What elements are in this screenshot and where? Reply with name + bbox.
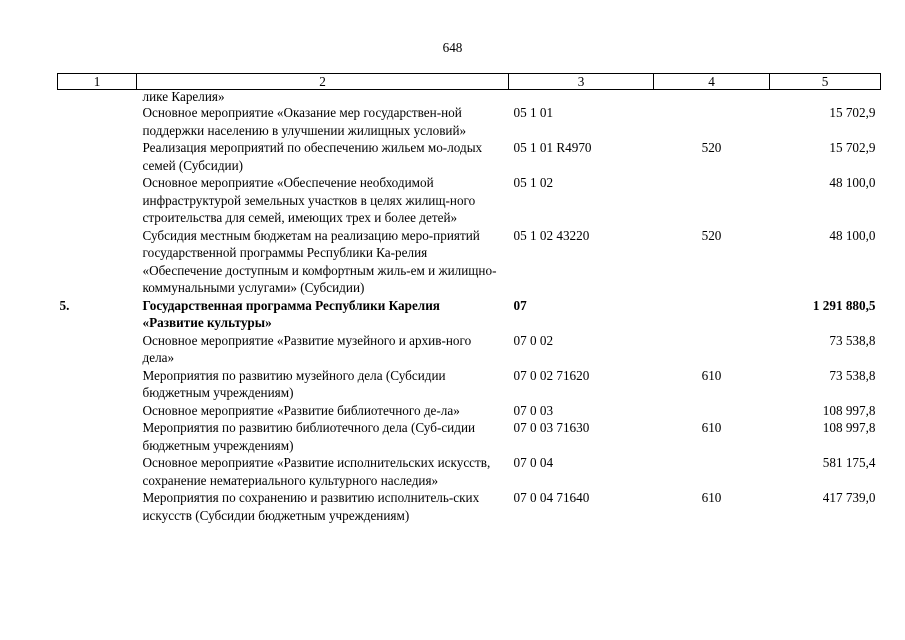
target-code-cell: 07 xyxy=(513,297,527,313)
item-name-cell: Мероприятия по развитию библиотечного дела (Суб-сидии бюджетным учреждениям) xyxy=(142,420,476,453)
expense-type-cell: 520 xyxy=(701,140,722,155)
target-code-cell: 07 0 03 71630 xyxy=(513,420,590,435)
amount-cell: 73 538,8 xyxy=(829,332,876,348)
expense-type-cell xyxy=(654,90,770,105)
amount-cell: 417 739,0 xyxy=(822,490,876,505)
table-header-row xyxy=(58,74,881,90)
target-code-cell: 07 0 02 71620 xyxy=(513,367,590,383)
row-number-cell xyxy=(58,174,137,227)
expense-type-cell: 610 xyxy=(701,367,722,383)
table-row xyxy=(58,104,881,139)
amount-cell: 15 702,9 xyxy=(829,140,876,155)
amount-cell: 108 997,8 xyxy=(822,420,876,435)
target-code-cell: 07 0 04 xyxy=(513,455,554,470)
table-row xyxy=(58,367,881,402)
table-row xyxy=(58,139,881,174)
row-number-cell: 5. xyxy=(59,297,70,313)
amount-cell: 581 175,4 xyxy=(822,455,876,470)
table-row xyxy=(58,454,881,489)
target-code-cell: 05 1 02 xyxy=(513,175,554,190)
amount-cell: 1 291 880,5 xyxy=(812,297,876,313)
expense-type-cell xyxy=(654,454,770,489)
item-name-cell: Государственная программа Республики Карелия «Развитие культуры» xyxy=(142,297,440,330)
expense-type-cell: 610 xyxy=(701,490,722,505)
table-row xyxy=(58,90,881,105)
row-number-cell xyxy=(58,227,137,297)
table-row xyxy=(58,489,881,524)
expense-type-cell xyxy=(654,174,770,227)
item-name-cell: Основное мероприятие «Развитие библиотечного де-ла» xyxy=(142,402,460,418)
expense-type-cell xyxy=(654,332,770,367)
item-name-cell: Реализация мероприятий по обеспечению жильем мо-лодых семей (Субсидии) xyxy=(142,140,483,173)
expense-type-cell: 610 xyxy=(701,420,722,435)
row-number-cell xyxy=(58,332,137,367)
column-header-5: 5 xyxy=(770,74,881,90)
column-header-4: 4 xyxy=(654,74,770,90)
amount-cell: 73 538,8 xyxy=(829,367,876,383)
amount-cell: 48 100,0 xyxy=(829,227,876,243)
row-number-cell xyxy=(58,90,137,105)
row-number-cell xyxy=(58,454,137,489)
column-header-2: 2 xyxy=(137,74,509,90)
column-header-3: 3 xyxy=(509,74,654,90)
amount-cell: 15 702,9 xyxy=(829,105,876,120)
item-name-cell: Основное мероприятие «Оказание мер государствен-ной поддержки населению в улучшении жилищных условий» xyxy=(142,105,467,138)
item-name-cell: Основное мероприятие «Обеспечение необходимой инфраструктурой земельных участков в целях жилищ-ного строительства для семей, имеющих трех и более детей» xyxy=(142,175,476,225)
target-code-cell: 05 1 01 R4970 xyxy=(513,140,592,155)
expense-type-cell: 520 xyxy=(701,227,722,243)
row-number-cell xyxy=(58,139,137,174)
table-row xyxy=(58,297,881,332)
item-name-cell: Основное мероприятие «Развитие музейного и архив-ного дела» xyxy=(142,332,472,365)
row-number-cell xyxy=(58,104,137,139)
item-name-cell: Мероприятия по развитию музейного дела (Субсидии бюджетным учреждениям) xyxy=(142,367,446,400)
budget-table xyxy=(57,73,881,524)
target-code-cell: 07 0 02 xyxy=(513,332,554,348)
expense-type-cell xyxy=(654,104,770,139)
item-name-cell: лике Карелия» xyxy=(142,89,225,104)
target-code-cell: 07 0 04 71640 xyxy=(513,490,590,505)
table-row xyxy=(58,419,881,454)
column-header-1: 1 xyxy=(58,74,137,90)
target-code-cell: 05 1 02 43220 xyxy=(513,227,590,243)
page-number: 648 xyxy=(442,40,463,55)
item-name-cell: Основное мероприятие «Развитие исполнительских искусств, сохранение нематериального культурного наследия» xyxy=(142,455,491,488)
table-body xyxy=(58,90,881,525)
row-number-cell xyxy=(58,489,137,524)
expense-type-cell xyxy=(654,297,770,332)
table-row xyxy=(58,402,881,420)
target-code-cell: 07 0 03 xyxy=(513,402,554,418)
amount-cell xyxy=(770,90,881,105)
table-row xyxy=(58,227,881,297)
expense-type-cell xyxy=(654,402,770,420)
table-row xyxy=(58,332,881,367)
amount-cell: 108 997,8 xyxy=(822,402,876,418)
row-number-cell xyxy=(58,367,137,402)
table-row xyxy=(58,174,881,227)
row-number-cell xyxy=(58,419,137,454)
row-number-cell xyxy=(58,402,137,420)
item-name-cell: Мероприятия по сохранению и развитию исполнитель-ских искусств (Субсидии бюджетным учреждениям) xyxy=(142,490,480,523)
item-name-cell: Субсидия местным бюджетам на реализацию меро-приятий государственной программы Республики Ка-релия «Обеспечение доступным и комфортным жиль-ем и жилищно-коммунальными услугами» (Субсидии) xyxy=(142,227,497,295)
target-code-cell: 05 1 01 xyxy=(513,105,554,120)
target-code-cell xyxy=(509,90,654,105)
amount-cell: 48 100,0 xyxy=(829,175,876,190)
